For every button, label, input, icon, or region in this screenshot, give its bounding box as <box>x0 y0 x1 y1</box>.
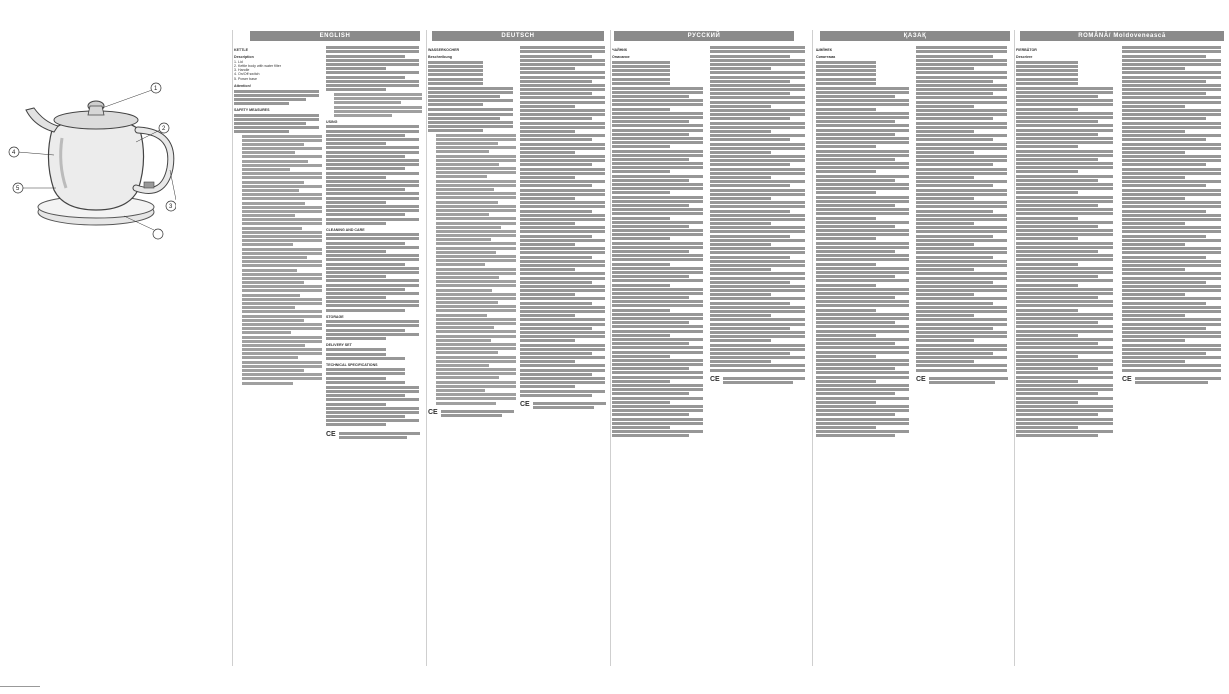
ce-mark-kazakh: CE <box>916 376 926 384</box>
kazakh-title: ШӘЙНЕК <box>816 48 832 52</box>
russian-column-a <box>612 45 706 660</box>
english-column-b <box>326 45 422 660</box>
ce-mark-deutsch-a: CE <box>428 409 438 417</box>
english-cleaning: CLEANING AND CARE <box>326 227 365 232</box>
heading-kazakh: ҚАЗАҚ <box>820 31 1010 41</box>
romanian-column-a <box>1016 45 1116 660</box>
ce-mark-russian: CE <box>710 376 720 384</box>
callout-2: 2 <box>162 126 166 132</box>
english-column-a <box>234 45 322 660</box>
english-title: KETTLE <box>234 48 248 52</box>
deutsch-title: WASSERKOCHER <box>428 48 460 52</box>
russian-title: ЧАЙНИК <box>612 48 628 52</box>
kazakh-column-b <box>916 45 1010 660</box>
callout-1: 1 <box>154 86 158 92</box>
ce-mark-english: CE <box>326 431 336 439</box>
deutsch-column-b <box>520 45 608 660</box>
english-attention: Attention! <box>234 84 251 89</box>
ce-mark-romanian: CE <box>1122 376 1132 384</box>
english-storage: STORAGE <box>326 314 344 319</box>
russian-column-b <box>710 45 808 660</box>
english-using: USING <box>326 120 338 124</box>
callout-4: 4 <box>12 150 16 156</box>
crop-mark <box>0 686 40 687</box>
kazakh-description: Сипаттама <box>816 55 836 60</box>
deutsch-description: Beschreibung <box>428 55 452 60</box>
heading-russian: РУССКИЙ <box>614 31 794 41</box>
english-safety: SAFETY MEASURES <box>234 108 270 113</box>
kettle-illustration <box>4 60 176 240</box>
romanian-column-b <box>1122 45 1224 660</box>
english-delivery: DELIVERY SET <box>326 342 352 347</box>
english-tech: TECHNICAL SPECIFICATIONS <box>326 362 378 367</box>
ce-mark-deutsch-b: CE <box>520 401 530 409</box>
english-description: Description <box>234 55 254 60</box>
english-parts: 1. Lid 2. Kettle body with water filter 3. Handle 4. On/Off switch 5. Power base <box>234 59 281 81</box>
romanian-description: Descriere <box>1016 55 1033 60</box>
deutsch-column-a <box>428 45 516 660</box>
heading-deutsch: DEUTSCH <box>432 31 604 41</box>
heading-romanian: ROMÂNĂ/ Moldovenească <box>1020 31 1224 41</box>
heading-english: ENGLISH <box>250 31 420 41</box>
romanian-title: FIERBĂTOR <box>1016 48 1037 52</box>
kazakh-column-a <box>816 45 912 660</box>
russian-description: Описание <box>612 55 630 60</box>
callout-5: 5 <box>16 186 20 192</box>
kettle-diagram <box>4 60 176 240</box>
callout-3: 3 <box>169 204 173 210</box>
